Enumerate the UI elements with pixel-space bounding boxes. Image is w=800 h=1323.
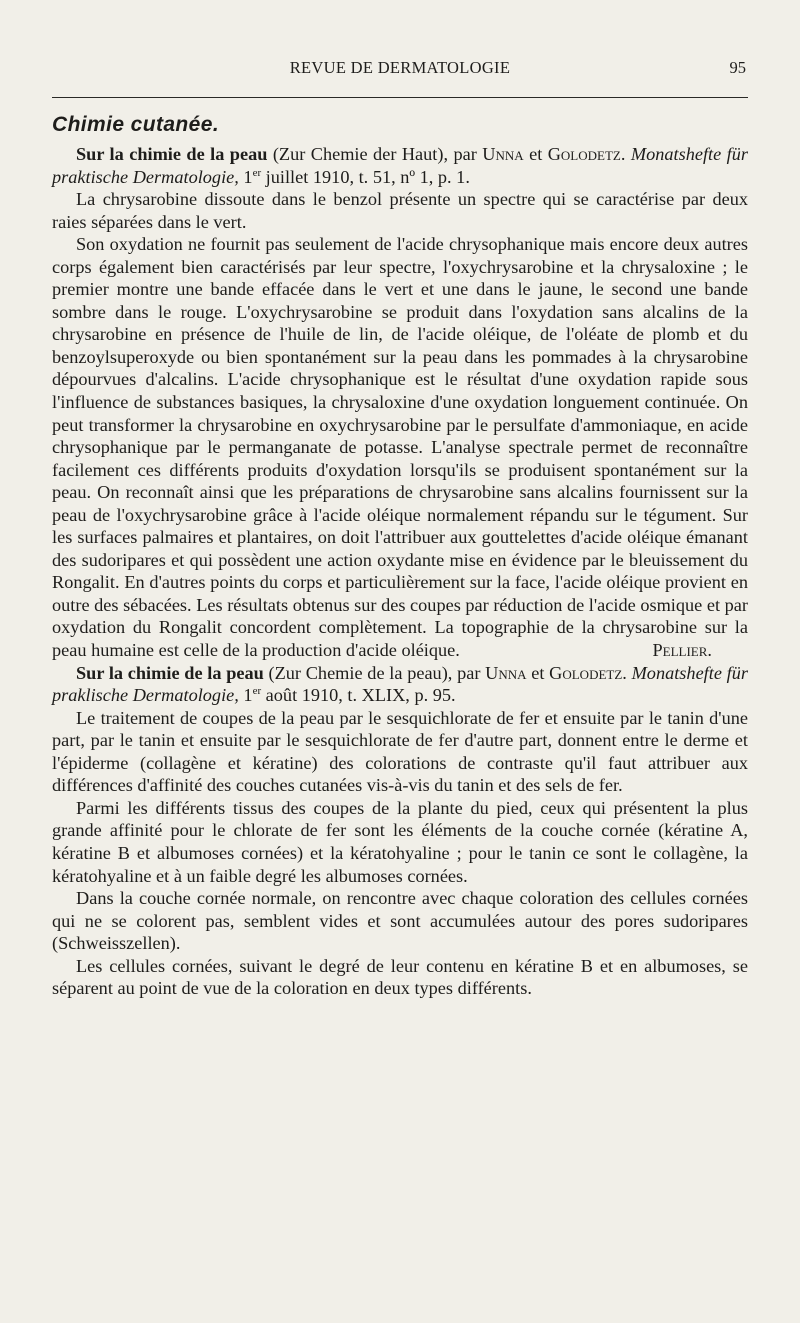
article2-title: Sur la chimie de la peau: [76, 662, 264, 683]
article1-and: et: [523, 144, 548, 164]
article2-author2: Golodetz.: [549, 662, 627, 683]
article1-signature: Pellier.: [652, 640, 712, 661]
article2-journal: Monatshefte für praklische Dermatologie,: [52, 662, 749, 706]
article2-date-rest: août 1910, t. XLIX, p. 95.: [261, 685, 456, 706]
article1-citation: [52, 143, 748, 188]
article1-title: Sur la chimie de la peau: [76, 144, 268, 164]
article1-date-rest: juillet 1910, t. 51, nº 1, p. 1.: [261, 166, 470, 187]
article1-author2: Golodetz.: [547, 144, 626, 164]
article1-paragraph-2: [52, 233, 748, 661]
header-rule: [52, 97, 748, 98]
article2-paragraph-4: Les cellules cornées, suivant le degré de leur contenu en kératine B et en albumoses, se séparent au point de vue de la coloration en deux types différents.: [52, 955, 748, 999]
article1-date-day: 1: [238, 166, 253, 187]
article2-paragraph-3: Dans la couche cornée normale, on rencontre avec chaque coloration des cellules cornées qui ne se colorent pas, semblent vides et sont accumulées autour des pores sudoripares (Schweisszellen).: [52, 888, 748, 954]
article2-date-sup: er: [252, 685, 262, 698]
page-header: [52, 58, 748, 84]
article2-citation: [52, 662, 748, 707]
article2-date-day: 1: [238, 685, 253, 706]
article2-author1: Unna: [485, 662, 527, 683]
running-title: REVUE DE DERMATOLOGIE: [289, 58, 511, 77]
section-title: Chimie cutanée.: [52, 113, 220, 136]
article1-journal: Monatshefte für praktische Dermatologie,: [52, 144, 749, 187]
article1-paragraph-2-text: Son oxydation ne fournit pas seulement de l'acide chrysophanique mais encore deux autres corps également bien caractérisés par leur spectre, l'oxychrysarobine et la chrysaloxine ; le premier montre une bande effacée dans le vert et une dans le jaune, le second une bande sombre dans le rouge. L'oxychrysarobine se produit dans l'oxydation sans alcalins de la chrysarobine en présence de l'huile de lin, de l'acide oléique, de l'oléate de plomb et du benzoylsuperoxyde ou bien spontanément sur la peau dans les pommades à la chrysarobine dépourvues d'alcalins. L'acide chrysophanique est le résultat d'une oxydation rapide sous l'influence de substances basiques, la chrysaloxine d'une oxydation longuement continuée. On peut transformer la chrysarobine en oxychrysarobine par le persulfate d'ammoniaque, en acide chrysophanique par le permanganate de potasse. L'analyse spectrale permet de reconnaître facilement ces différents produits d'oxydation lorsqu'ils se produisent spontanément sur la peau. On reconnaît ainsi que les préparations de chrysarobine sans alcalins fournissent sur la peau de l'oxychrysarobine grâce à l'acide oléique normalement répandu sur le tégument. Sur les surfaces palmaires et plantaires, on doit l'attribuer aux gouttelettes d'acide oléique émanant des sudoripares et qui possèdent une action oxydante mise en évidence par le bleuissement du Rongalit. En d'autres points du corps et particulièrement sur la face, l'acide oléique provient en outre des sébacées. Les résultats obtenus sur des coupes par réduction de l'acide osmique et par oxydation du Rongalit concordent complètement. La topographie de la chrysarobine sur la peau humaine est celle de la production d'acide oléique.: [52, 234, 748, 661]
article2-citation-text: (Zur Chemie de la peau), par: [263, 662, 486, 683]
article2-paragraph-2: Parmi les différents tissus des coupes de la plante du pied, ceux qui présentent la plus grande affinité pour le chlorate de fer sont les éléments de la couche cornée (kératine A, kératine B et albumoses cornées) et la kératohyaline ; pour le tanin ce sont le collagène, la kératohyaline et à un faible degré les albumoses cornées.: [52, 797, 748, 886]
article2-and: et: [526, 662, 550, 683]
article2-paragraph-1: Le traitement de coupes de la peau par le sesquichlorate de fer et ensuite par le tanin d'une part, par le tanin et ensuite par le sesquichlorate de fer d'autre part, donnent entre le derme et l'épiderme (collagène et kératine) des colorations de contraste qu'il faut attribuer aux différences d'affinité des couches cutanées vis-à-vis du tanin et des sels de fer.: [52, 707, 748, 796]
article1-author1: Unna: [482, 144, 524, 164]
page-number: 95: [729, 58, 746, 77]
page-body: [52, 110, 748, 1000]
article1-citation-text: (Zur Chemie der Haut), par: [267, 144, 483, 164]
article1-paragraph-1: La chrysarobine dissoute dans le benzol présente un spectre qui se caractérise par deux raies séparées dans le vert.: [52, 189, 748, 232]
article1-date-sup: er: [252, 166, 262, 179]
